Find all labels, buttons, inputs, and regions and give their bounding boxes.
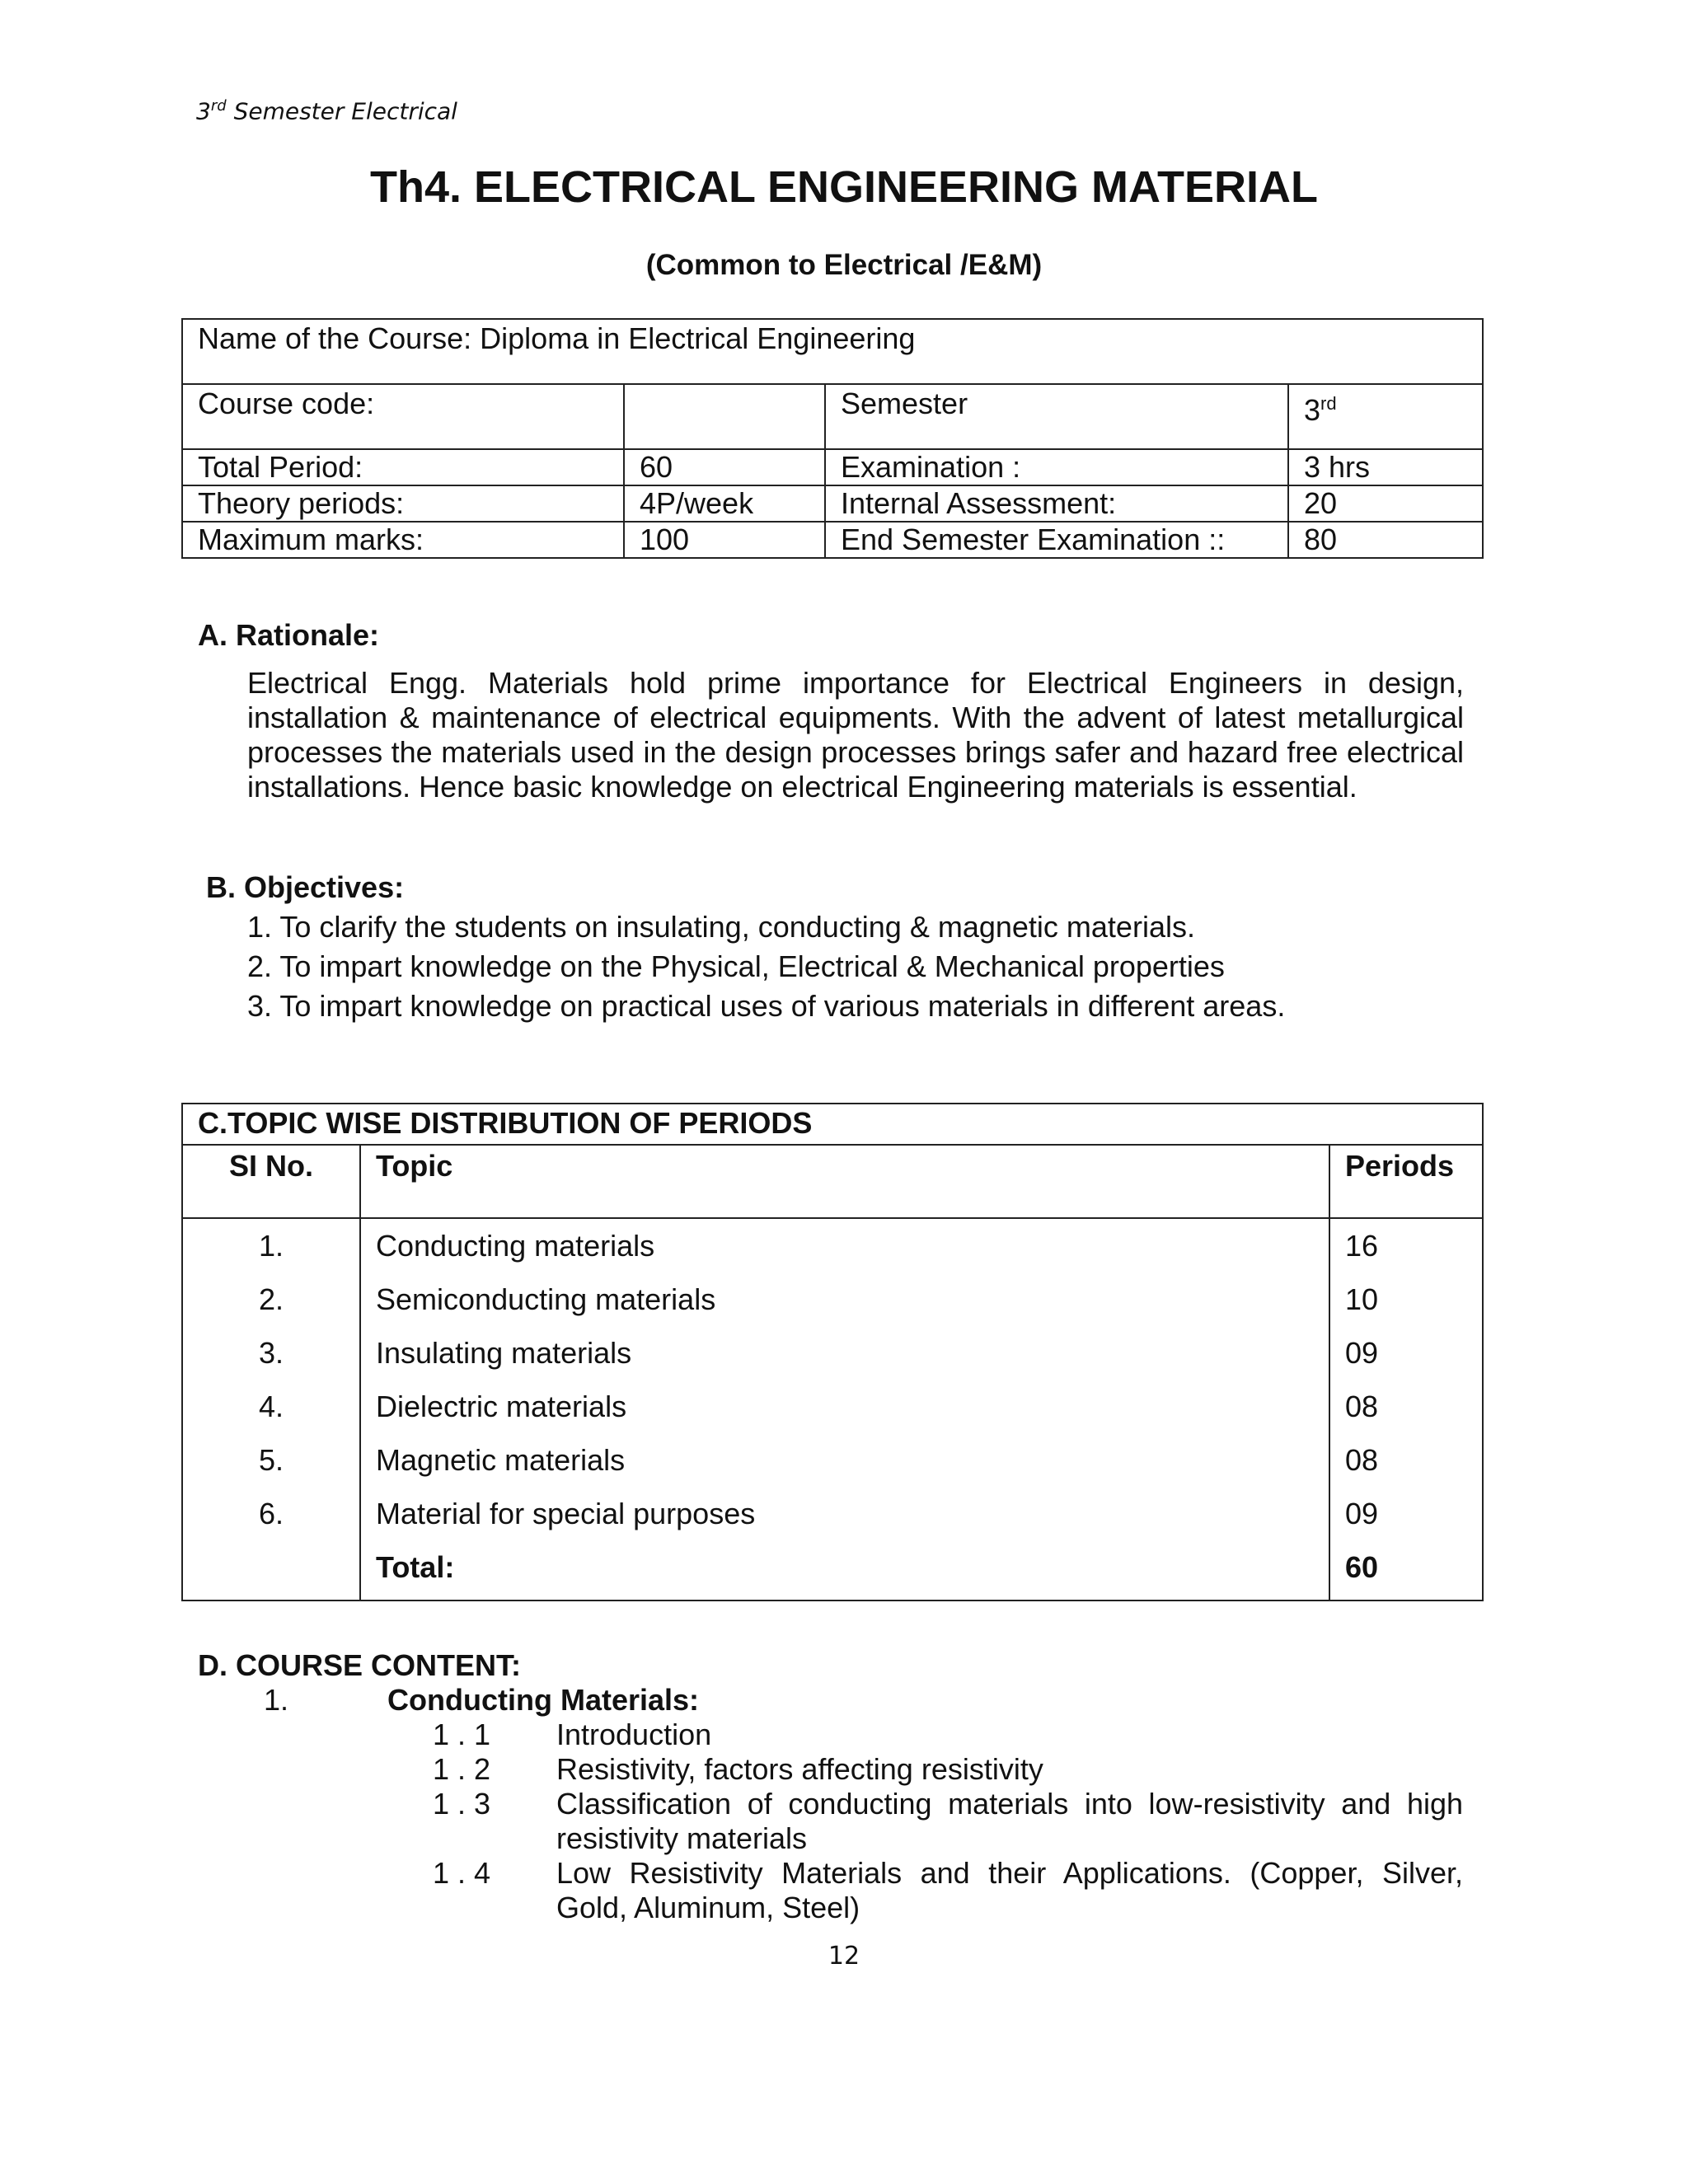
subtopic-text: Low Resistivity Materials and their Applications. (Copper, Silver, Gold, Aluminum, Steel) — [556, 1856, 1463, 1924]
row-sl: 4. — [182, 1380, 360, 1433]
table-row — [182, 1272, 1483, 1326]
row-topic: Magnetic materials — [360, 1433, 1329, 1487]
row-topic: Dielectric materials — [360, 1380, 1329, 1433]
row-periods: 09 — [1329, 1487, 1483, 1540]
column-header-periods: Periods — [1329, 1145, 1483, 1218]
topic-distribution-table — [181, 1103, 1484, 1601]
topic-table-header-row — [182, 1145, 1483, 1218]
info-row — [182, 449, 1483, 485]
row-sl: 6. — [182, 1487, 360, 1540]
table-row — [182, 1326, 1483, 1380]
topic-table-caption: C.TOPIC WISE DISTRIBUTION OF PERIODS — [182, 1104, 1483, 1145]
info-label: End Semester Examination :: — [825, 522, 1288, 558]
row-sl: 1. — [182, 1218, 360, 1272]
info-value: 3 hrs — [1288, 449, 1483, 485]
row-topic: Material for special purposes — [360, 1487, 1329, 1540]
document-title: Th4. ELECTRICAL ENGINEERING MATERIAL — [369, 162, 1319, 212]
subtopic-number: 1 . 4 — [433, 1856, 491, 1890]
row-sl: 3. — [182, 1326, 360, 1380]
total-value: 60 — [1329, 1540, 1483, 1601]
course-code-value — [624, 384, 825, 449]
table-row — [182, 1487, 1483, 1540]
course-name-cell: Name of the Course: Diploma in Electrical Engineering — [182, 319, 1483, 384]
document-subtitle: (Common to Electrical /E&M) — [645, 249, 1043, 281]
info-value: 4P/week — [624, 485, 825, 522]
row-sl: 5. — [182, 1433, 360, 1487]
table-row — [182, 1433, 1483, 1487]
row-periods: 16 — [1329, 1218, 1483, 1272]
subtopic-number: 1 . 1 — [433, 1718, 491, 1751]
row-topic: Semiconducting materials — [360, 1272, 1329, 1326]
info-row — [182, 522, 1483, 558]
row-periods: 10 — [1329, 1272, 1483, 1326]
running-header: 3rd Semester Electrical — [196, 97, 457, 125]
course-code-row — [182, 384, 1483, 449]
subtopic-text: Introduction — [556, 1718, 712, 1751]
topic-table-caption-row — [182, 1104, 1483, 1145]
info-label: Internal Assessment: — [825, 485, 1288, 522]
row-periods: 08 — [1329, 1380, 1483, 1433]
table-row — [182, 1218, 1483, 1272]
rationale-heading: A. Rationale: — [198, 618, 380, 652]
objective-item: 2. To impart knowledge on the Physical, Electrical & Mechanical properties — [247, 949, 1225, 983]
unit-number: 1. — [264, 1683, 289, 1717]
course-content-heading: D. COURSE CONTENT: — [198, 1648, 522, 1682]
info-value: 80 — [1288, 522, 1483, 558]
rationale-text: Electrical Engg. Materials hold prime importance for Electrical Engineers in design, installation & maintenance of electrical equipments. With the advent of latest metallurgical processes the materials used in the design processes brings safer and hazard free electrical installations. Hence basic knowledge on electrical Engineering materials is essential. — [247, 666, 1464, 804]
row-periods: 09 — [1329, 1326, 1483, 1380]
total-label: Total: — [360, 1540, 1329, 1601]
total-row — [182, 1540, 1483, 1601]
column-header-topic: Topic — [360, 1145, 1329, 1218]
column-header-sl: SI No. — [182, 1145, 360, 1218]
subtopic-text: Classification of conducting materials into low-resistivity and high resistivity materials — [556, 1787, 1463, 1855]
course-name-row — [182, 319, 1483, 384]
table-row — [182, 1380, 1483, 1433]
semester-value: 3rd — [1288, 384, 1483, 449]
subtopic-text: Resistivity, factors affecting resistivity — [556, 1752, 1043, 1786]
info-value: 20 — [1288, 485, 1483, 522]
semester-label: Semester — [825, 384, 1288, 449]
course-code-label: Course code: — [182, 384, 624, 449]
objectives-heading: B. Objectives: — [206, 870, 405, 904]
objective-item: 3. To impart knowledge on practical uses of various materials in different areas. — [247, 989, 1286, 1023]
row-topic: Insulating materials — [360, 1326, 1329, 1380]
course-info-table — [181, 318, 1484, 559]
info-label: Theory periods: — [182, 485, 624, 522]
total-sl-empty — [182, 1540, 360, 1601]
subtopic-number: 1 . 3 — [433, 1787, 491, 1821]
info-row — [182, 485, 1483, 522]
info-label: Maximum marks: — [182, 522, 624, 558]
row-sl: 2. — [182, 1272, 360, 1326]
page-number: 12 — [828, 1942, 860, 1971]
unit-title: Conducting Materials: — [387, 1683, 700, 1717]
info-value: 60 — [624, 449, 825, 485]
objective-item: 1. To clarify the students on insulating, conducting & magnetic materials. — [247, 910, 1195, 944]
info-label: Total Period: — [182, 449, 624, 485]
row-topic: Conducting materials — [360, 1218, 1329, 1272]
subtopic-number: 1 . 2 — [433, 1752, 491, 1786]
row-periods: 08 — [1329, 1433, 1483, 1487]
info-value: 100 — [624, 522, 825, 558]
info-label: Examination : — [825, 449, 1288, 485]
